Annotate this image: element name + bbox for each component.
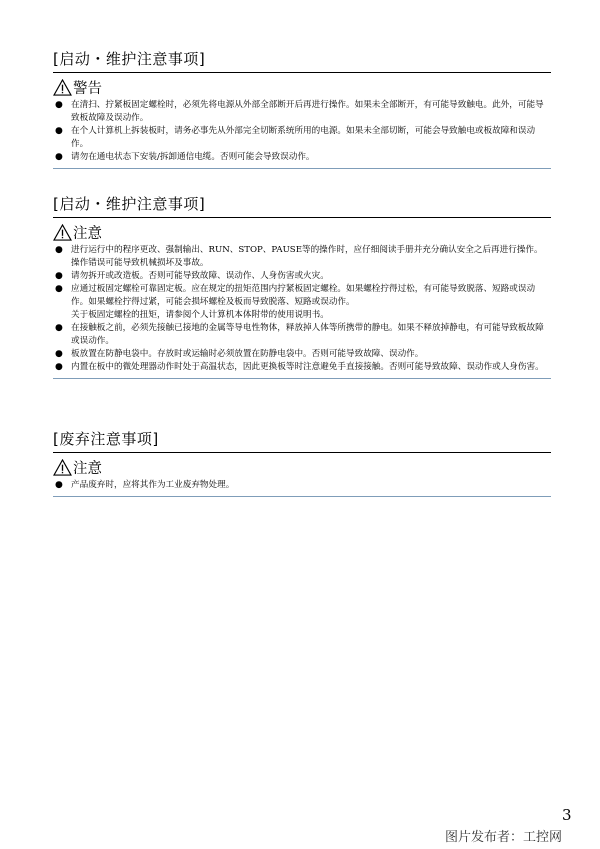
bullet-icon: ●: [55, 362, 63, 372]
bullet-icon: ●: [55, 349, 63, 359]
section-heading: [废弃注意事项]: [53, 430, 159, 448]
caution-box: [53, 455, 551, 497]
section-heading: [启动・维护注意事项]: [53, 195, 206, 213]
box-title-label: 注意: [73, 225, 102, 242]
warning-triangle-icon: [53, 459, 72, 476]
disposal-list: [53, 479, 551, 496]
list-item: ● 产品废弃时，应将其作为工业废弃物处理。: [55, 480, 235, 490]
section-heading: [启动・维护注意事项]: [53, 50, 206, 68]
warning-list: [53, 99, 551, 168]
warning-triangle-icon: [53, 224, 72, 241]
bullet-icon: ●: [55, 245, 63, 255]
list-item: ● 板放置在防静电袋中。存放时或运输时必须放置在防静电袋中。否则可能导致故障、误动作。: [55, 349, 424, 359]
warning-triangle-icon: [53, 79, 72, 96]
bullet-icon: ●: [55, 271, 63, 281]
list-item: ● 在个人计算机上拆装板时，请务必事先从外部完全切断系统所用的电源。如果未全部切断，可能会导致触电或板故障和误动作。: [55, 126, 536, 149]
box-title: [53, 455, 551, 479]
caution-list: [53, 244, 551, 378]
list-item: ● 请勿拆开或改造板。否则可能导致故障、误动作、人身伤害或火灾。: [55, 271, 329, 281]
section-disposal-caution: [53, 430, 551, 497]
section-startup-maintenance-caution: [53, 195, 551, 379]
section-rule: [53, 452, 551, 453]
bullet-icon: ●: [55, 284, 63, 294]
sub-note: 关于板固定螺栓的扭矩，请参阅个人计算机本体附带的使用说明书。: [71, 310, 329, 320]
list-item: ● 请勿在通电状态下安装/拆卸通信电缆。否则可能会导致误动作。: [55, 152, 315, 162]
box-title: [53, 220, 551, 244]
bullet-icon: ●: [55, 480, 63, 490]
list-item: ● 进行运行中的程序更改、强制输出、RUN、STOP、PAUSE等的操作时，应仔细阅读手册并充分确认安全之后再进行操作。操作错误可能导致机械损坏及事故。: [55, 245, 543, 268]
section-rule: [53, 72, 551, 73]
warning-box: [53, 75, 551, 169]
list-item: ● 内置在板中的微处理器动作时处于高温状态，因此更换板等时注意避免手直接接触。否则可能导致故障、误动作或人身伤害。: [55, 362, 544, 372]
section-startup-maintenance-warning: [53, 50, 551, 169]
list-item: ● 在清扫、拧紧板固定螺栓时，必须先将电源从外部全部断开后再进行操作。如果未全部断开，有可能导致触电。此外，可能导致板故障及误动作。: [55, 100, 544, 123]
caution-box: [53, 220, 551, 379]
box-title-label: 警告: [73, 80, 102, 97]
bullet-icon: ●: [55, 152, 63, 162]
bullet-icon: ●: [55, 100, 63, 110]
box-title: [53, 75, 551, 99]
bullet-icon: ●: [55, 126, 63, 136]
list-item: ● 应通过板固定螺栓可靠固定板。应在规定的扭矩范围内拧紧板固定螺栓。如果螺栓拧得过松，有可能导致脱落、短路或误动作。如果螺栓拧得过紧，可能会损坏螺栓及板而导致脱落、短路或误动作。 关于板固定螺栓的扭矩，请参阅个人计算机本体附带的使用说明书。: [53, 283, 547, 322]
page-number: 3: [562, 806, 572, 824]
list-item: ● 在接触板之前，必须先接触已接地的金属等导电性物体，释放掉人体等所携带的静电。如果不释放掉静电，有可能导致板故障或误动作。: [55, 323, 544, 346]
bullet-icon: ●: [55, 323, 63, 333]
box-title-label: 注意: [73, 460, 102, 477]
section-rule: [53, 217, 551, 218]
image-credit: 图片发布者：工控网: [445, 830, 563, 845]
